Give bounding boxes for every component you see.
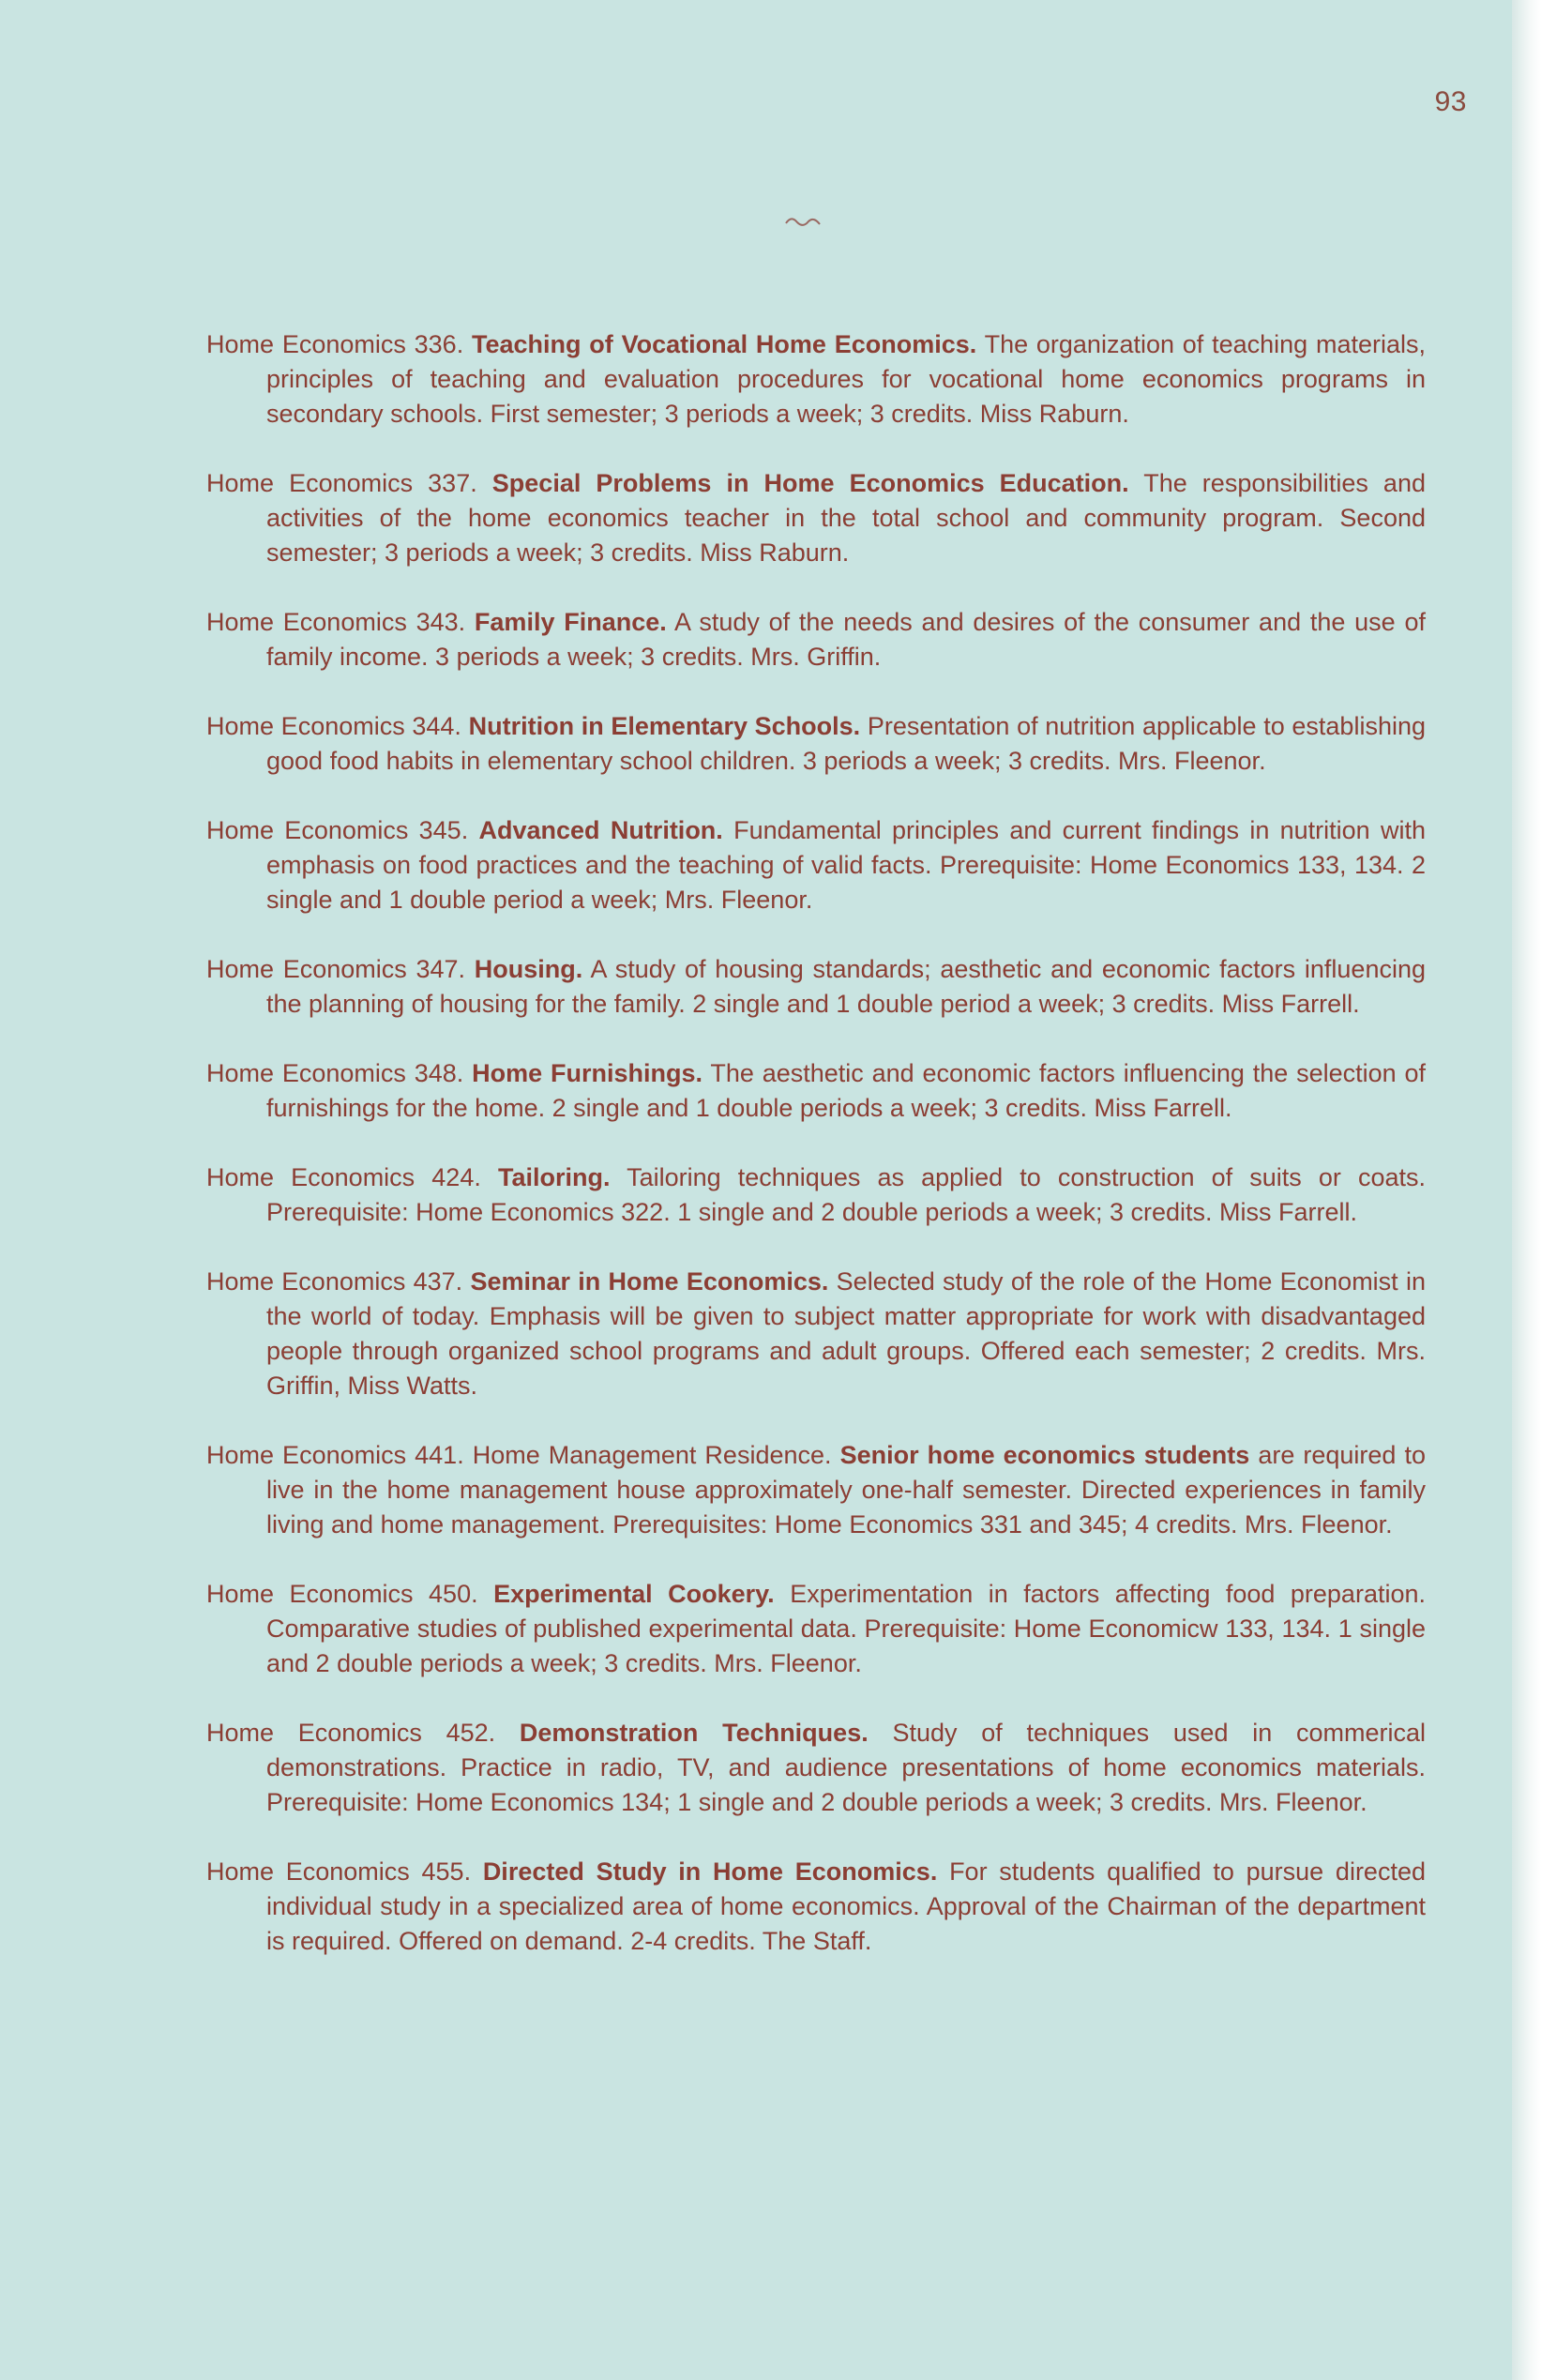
course-number: Home Economics 337. xyxy=(206,469,477,497)
course-description: The organization of teaching materials, principles of teaching and evaluation procedures for vocational home economics programs in secondary schools. First semester; 3 periods a week; 3 credits. Miss Raburn. xyxy=(266,330,1427,428)
course-entry xyxy=(206,1056,1426,1126)
course-description: A study of housing standards; aesthetic and economic factors influencing the planning of housing for the family. 2 single and 1 double period a week; 3 credits. Miss Farrell. xyxy=(266,955,1426,1018)
course-entry xyxy=(206,1265,1426,1403)
course-description: Selected study of the role of the Home Economist in the world of today. Emphasis will be given to subject matter appropriate for work with disadvantaged people through organized school programs and adult groups. Offered each semester; 2 credits. Mrs. Griffin, Miss Watts. xyxy=(266,1267,1426,1400)
course-entry xyxy=(206,1716,1426,1820)
course-description: Presentation of nutrition applicable to establishing good food habits in elementary school children. 3 periods a week; 3 credits. Mrs. Fleenor. xyxy=(266,712,1426,775)
course-description: The responsibilities and activities of the home economics teacher in the total school and community program. Second semester; 3 periods a week; 3 credits. Miss Raburn. xyxy=(266,469,1426,567)
course-title: Experimental Cookery. xyxy=(493,1580,775,1608)
course-number: Home Economics 441. Home Management Residence. xyxy=(206,1441,832,1469)
course-title: Teaching of Vocational Home Economics. xyxy=(472,330,977,358)
course-number: Home Economics 424. xyxy=(206,1163,481,1191)
course-entry xyxy=(206,1160,1426,1230)
course-title: Special Problems in Home Economics Education. xyxy=(491,469,1129,497)
course-description: A study of the needs and desires of the consumer and the use of family income. 3 periods a week; 3 credits. Mrs. Griffin. xyxy=(266,608,1426,671)
course-title: Senior home economics students xyxy=(839,1441,1250,1469)
course-number: Home Economics 455. xyxy=(206,1857,472,1886)
course-entry xyxy=(206,813,1426,917)
page-number: 93 xyxy=(1434,86,1467,117)
course-description: The aesthetic and economic factors influencing the selection of furnishings for the home. 2 single and 1 double periods a week; 3 credits. Miss Farrell. xyxy=(266,1059,1426,1122)
course-number: Home Economics 344. xyxy=(206,712,461,740)
course-title: Housing. xyxy=(474,955,583,983)
course-number: Home Economics 343. xyxy=(206,608,466,636)
course-title: Demonstration Techniques. xyxy=(519,1719,869,1747)
course-title: Seminar in Home Economics. xyxy=(470,1267,829,1296)
course-title: Directed Study in Home Economics. xyxy=(482,1857,938,1886)
course-number: Home Economics 348. xyxy=(206,1059,464,1087)
course-number: Home Economics 437. xyxy=(206,1267,463,1296)
course-number: Home Economics 336. xyxy=(206,330,464,358)
course-title: Nutrition in Elementary Schools. xyxy=(468,712,861,740)
course-entry xyxy=(206,1855,1426,1959)
course-description: For students qualified to pursue directed individual study in a specialized area of home economics. Approval of the Chairman of the department is required. Offered on demand. 2-4 credits. The Staff. xyxy=(266,1857,1426,1955)
course-description: Tailoring techniques as applied to construction of suits or coats. Prerequisite: Home Economics 322. 1 single and 2 double periods a week; 3 credits. Miss Farrell. xyxy=(266,1163,1426,1226)
course-description: are required to live in the home management house approximately one-half semester. Directed experiences in family living and home management. Prerequisites: Home Economics 331 and 345; 4 credits. Mrs. Fleenor. xyxy=(266,1441,1426,1539)
course-description: Fundamental principles and current findings in nutrition with emphasis on food practices and the teaching of valid facts. Prerequisite: Home Economics 133, 134. 2 single and 1 double period a week; Mrs. Fleenor. xyxy=(266,816,1427,914)
course-title: Home Furnishings. xyxy=(472,1059,703,1087)
course-list xyxy=(206,302,1426,1984)
course-entry xyxy=(206,952,1426,1022)
course-number: Home Economics 450. xyxy=(206,1580,478,1608)
course-title: Family Finance. xyxy=(474,608,667,636)
course-entry xyxy=(206,709,1426,779)
course-entry xyxy=(206,1438,1426,1542)
scan-edge xyxy=(1512,0,1541,2380)
course-description: Experimentation in factors affecting food preparation. Comparative studies of published experimental data. Prerequisite: Home Economicw 133, 134. 1 single and 2 double periods a week; 3 credits. Mrs. Fleenor. xyxy=(266,1580,1426,1677)
course-number: Home Economics 452. xyxy=(206,1719,496,1747)
course-description: Study of techniques used in commerical demonstrations. Practice in radio, TV, and audience presentations of home economics materials. Prerequisite: Home Economics 134; 1 single and 2 double periods a week; 3 credits. Mrs. Fleenor. xyxy=(266,1719,1427,1816)
scan-mark-icon xyxy=(784,212,822,231)
course-number: Home Economics 347. xyxy=(206,955,466,983)
course-entry xyxy=(206,327,1426,432)
course-title: Tailoring. xyxy=(497,1163,611,1191)
course-entry xyxy=(206,1577,1426,1681)
course-number: Home Economics 345. xyxy=(206,816,469,844)
course-entry xyxy=(206,605,1426,675)
course-title: Advanced Nutrition. xyxy=(478,816,723,844)
course-entry xyxy=(206,466,1426,570)
